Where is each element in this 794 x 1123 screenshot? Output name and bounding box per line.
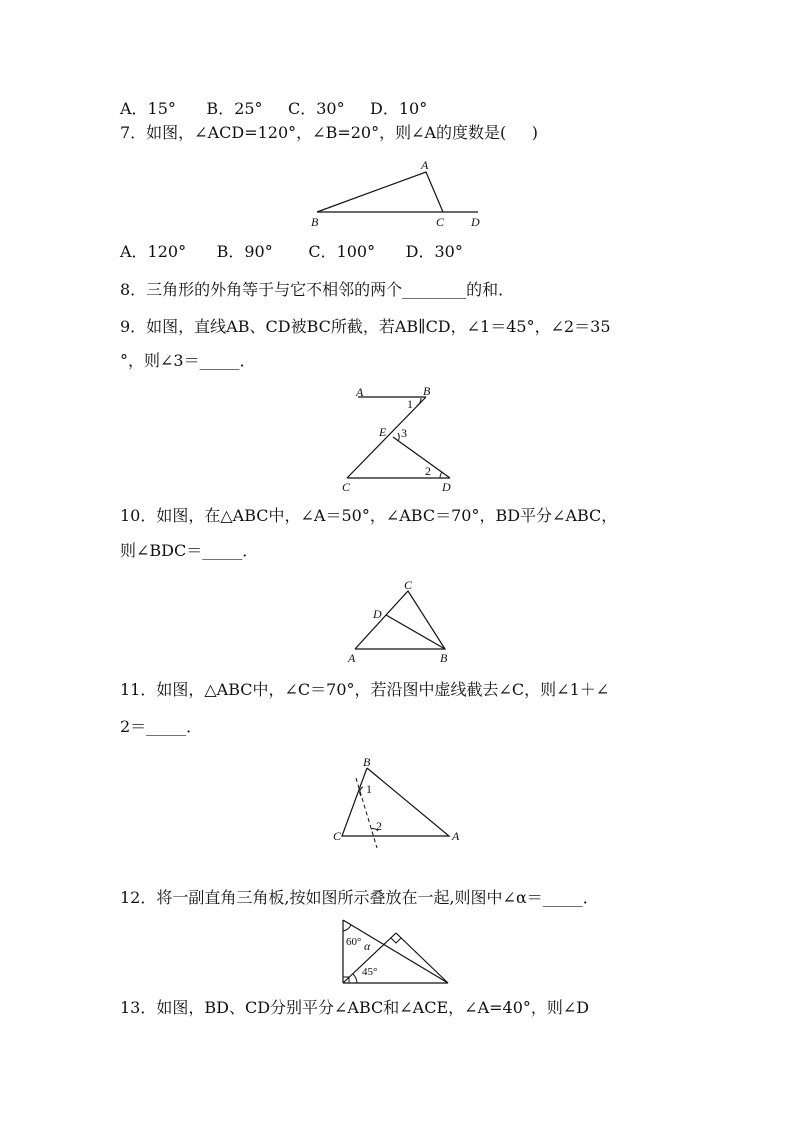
q12-alpha: α [364, 939, 371, 953]
q7-figure [300, 155, 500, 235]
q7-label-b: B [311, 215, 319, 229]
q13-stem: 13．如图，BD、CD分别平分∠ABC和∠ACE，∠A=40°，则∠D [120, 998, 590, 1017]
q9-label-b: B [423, 384, 431, 398]
q10-label-a: A [348, 651, 356, 665]
q11-line2: 2＝_____． [120, 717, 203, 736]
q9-line1: 9．如图，直线AB、CD被BC所截，若AB∥CD，∠1＝45°，∠2＝35 [120, 317, 611, 336]
q9-line2: °，则∠3＝_____． [120, 351, 256, 370]
q12-stem: 12．将一副直角三角板,按如图所示叠放在一起,则图中∠α＝_____． [120, 888, 599, 907]
q12-angle-60: 60° [346, 936, 362, 948]
q11-angle-1: 1 [366, 782, 372, 796]
q10-figure [340, 575, 460, 670]
q9-angle-3: 3 [401, 426, 407, 440]
q7-stem: 7．如图，∠ACD=120°，∠B=20°，则∠A的度数是( ) [120, 123, 538, 142]
q11-line1: 11．如图，△ABC中，∠C＝70°，若沿图中虚线截去∠C，则∠1＋∠ [120, 680, 610, 699]
q9-label-d: D [442, 480, 451, 494]
q9-label-a: A [356, 385, 364, 399]
q11-label-c: C [333, 829, 342, 843]
q10-line2: 则∠BDC＝_____． [120, 541, 259, 560]
q9-label-e: E [379, 425, 387, 439]
q10-label-c: C [404, 578, 413, 592]
q9-angle-1: 1 [407, 397, 413, 411]
q8-stem: 8．三角形的外角等于与它不相邻的两个________的和． [120, 280, 515, 299]
q9-label-c: C [342, 480, 351, 494]
q6-options: A．15° B．25° C．30° D．10° [120, 99, 428, 118]
q12-angle-45: 45° [362, 966, 378, 978]
q11-label-a: A [452, 829, 460, 843]
q9-figure [340, 380, 470, 495]
q10-label-b: B [440, 651, 448, 665]
q11-label-b: B [363, 755, 371, 769]
q10-line1: 10．如图，在△ABC中，∠A＝50°，∠ABC＝70°，BD平分∠ABC， [120, 506, 618, 525]
q9-angle-2: 2 [425, 464, 431, 478]
q7-label-c: C [436, 215, 445, 229]
q7-options: A．120° B．90° C．100° D．30° [120, 242, 463, 261]
q7-label-d: D [471, 215, 480, 229]
q11-figure [325, 752, 465, 857]
q10-label-d: D [373, 607, 382, 621]
q12-figure [335, 912, 455, 992]
q11-angle-2: 2 [376, 819, 382, 833]
q7-label-a: A [421, 158, 429, 172]
